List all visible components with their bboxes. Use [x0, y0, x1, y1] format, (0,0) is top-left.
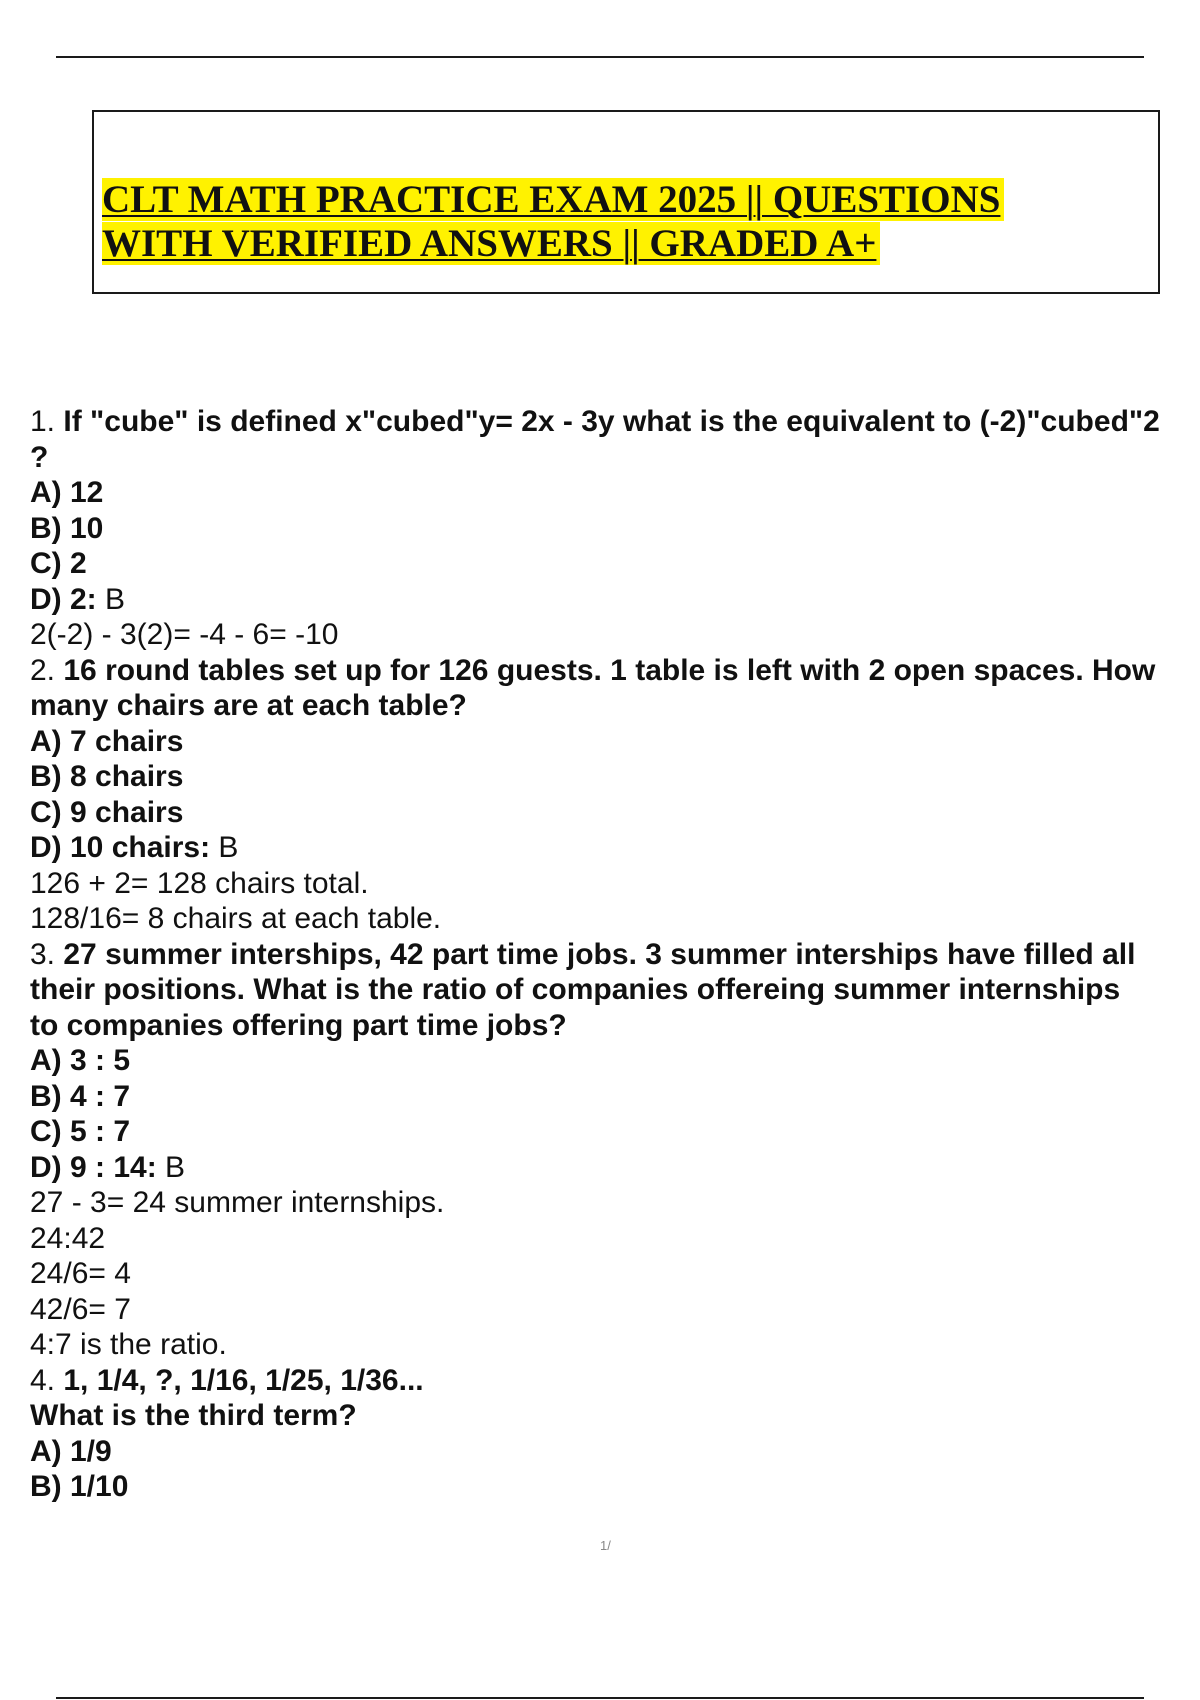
question-3-text-line-3: to companies offering part time jobs? [30, 1008, 567, 1042]
question-3-option-c: C) 5 : 7 [30, 1115, 131, 1148]
question-4-option-a: A) 1/9 [30, 1434, 112, 1468]
title-box [92, 110, 1160, 294]
question-4-number: 4. [30, 1363, 56, 1397]
title-line-2: WITH VERIFIED ANSWERS || GRADED A+ [102, 222, 880, 265]
question-3-explanation-3: 24/6= 4 [30, 1257, 131, 1290]
question-4-text-line-1 [30, 1363, 1200, 1399]
question-2-option-b: B) 8 chairs [30, 760, 184, 793]
question-4-prompt: 1, 1/4, ?, 1/16, 1/25, 1/36... [63, 1363, 424, 1397]
question-2-option-c: C) 9 chairs [30, 795, 184, 829]
question-1-text-line-1 [30, 404, 1200, 440]
question-3-text-line-1 [30, 937, 1200, 973]
question-1-answer: B [105, 582, 126, 616]
question-3-option-d-row [30, 1150, 1200, 1186]
question-1-option-c: C) 2 [30, 547, 87, 580]
question-2-prompt: 16 round tables set up for 126 guests. 1 table is left with 2 open spaces. How [63, 653, 1156, 687]
question-1-option-b: B) 10 [30, 511, 104, 545]
question-2-option-d: D) 10 chairs: [30, 831, 211, 864]
title-line-1: CLT MATH PRACTICE EXAM 2025 || QUESTIONS [102, 178, 1004, 221]
questions-body [30, 404, 1200, 1505]
question-4-option-b: B) 1/10 [30, 1470, 129, 1503]
question-2-explanation-2: 128/16= 8 chairs at each table. [30, 902, 442, 935]
question-2-option-d-row [30, 830, 1200, 866]
question-2-text-line-1 [30, 653, 1200, 689]
question-1-option-d-row [30, 582, 1200, 618]
question-3 [30, 937, 1200, 1363]
question-1 [30, 404, 1200, 653]
question-3-explanation-4: 42/6= 7 [30, 1292, 131, 1326]
question-4-text-line-2: What is the third term? [30, 1399, 357, 1432]
question-3-explanation-5: 4:7 is the ratio. [30, 1328, 227, 1361]
question-2-answer: B [218, 831, 239, 864]
question-2-option-a: A) 7 chairs [30, 724, 184, 758]
question-1-explanation-1: 2(-2) - 3(2)= -4 - 6= -10 [30, 618, 339, 651]
question-1-number: 1. [30, 405, 56, 438]
question-1-option-a: A) 12 [30, 476, 104, 509]
question-2-explanation-1: 126 + 2= 128 chairs total. [30, 866, 369, 900]
question-2-number: 2. [30, 653, 56, 687]
question-1-option-d: D) 2: [30, 582, 97, 616]
question-3-answer: B [165, 1150, 186, 1184]
top-rule [56, 56, 1144, 58]
question-3-option-b: B) 4 : 7 [30, 1079, 131, 1113]
question-3-explanation-1: 27 - 3= 24 summer internships. [30, 1186, 445, 1219]
question-3-number: 3. [30, 937, 56, 971]
question-2-text-line-2: many chairs are at each table? [30, 689, 467, 722]
page-number: 1/ [600, 1538, 611, 1553]
bottom-rule [56, 1697, 1144, 1699]
question-3-option-a: A) 3 : 5 [30, 1044, 131, 1077]
question-1-prompt: If "cube" is defined x"cubed"y= 2x - 3y what is the equivalent to (-2)"cubed"2 [63, 405, 1160, 438]
question-4 [30, 1363, 1200, 1505]
question-1-text-line-2: ? [30, 440, 49, 474]
question-3-text-line-2: their positions. What is the ratio of companies offereing summer internships [30, 973, 1121, 1006]
question-3-prompt: 27 summer interships, 42 part time jobs. 3 summer interships have filled all [63, 937, 1136, 971]
document-title [102, 178, 1142, 266]
question-3-option-d: D) 9 : 14: [30, 1150, 157, 1184]
question-3-explanation-2: 24:42 [30, 1221, 106, 1255]
question-2 [30, 653, 1200, 937]
